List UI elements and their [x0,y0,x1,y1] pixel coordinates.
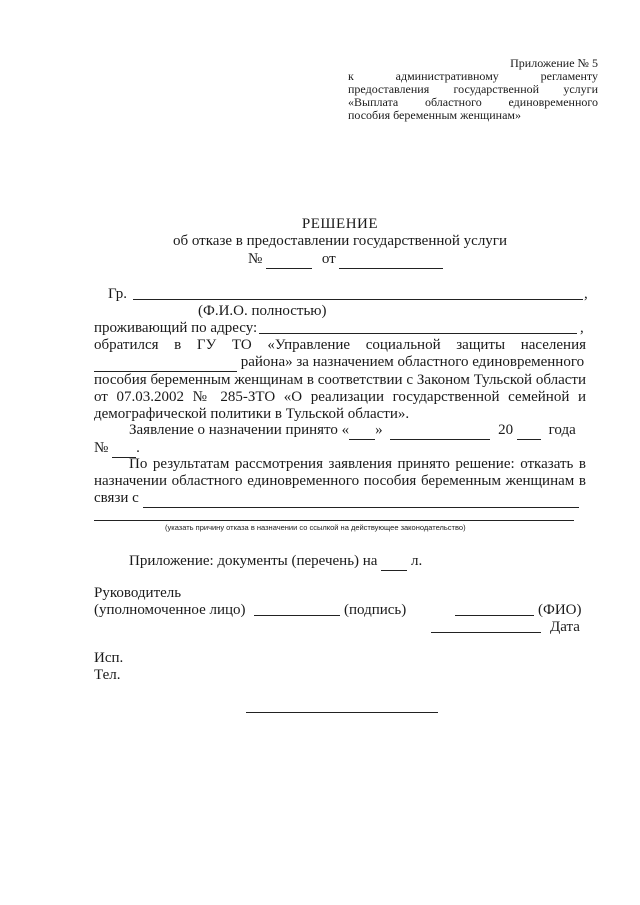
p1-line-4: от 07.03.2002 № 285-ЗТО «О реализации государственной семейной и [94,389,586,405]
p3-line-3: связи с [94,490,586,508]
p1-line-1: обратился в ГУ ТО «Управление социальной защиты населения [94,337,586,353]
appendix-line-5: пособия беременным женщинам» [348,108,521,122]
attachment-pages-field[interactable] [381,553,407,571]
decision-number-field[interactable] [266,251,312,269]
authorized-label: (уполномоченное лицо) [94,602,246,618]
address-field[interactable] [259,333,577,334]
citizen-name-field[interactable] [133,299,583,300]
appendix-line-4: «Выплата областного единовременного [348,95,598,109]
paragraph-decision [94,456,586,508]
p2-line-2: № . [94,440,140,456]
p1-line-5: демографической политики в Тульской области». [94,406,410,422]
address-label: проживающий по адресу: [94,320,258,336]
p3-line-2: назначении областного единовременного пособия беременным женщинам в [94,473,586,489]
accepted-month-field[interactable] [390,422,490,440]
date-prefix: от [321,251,336,267]
district-field[interactable] [94,354,237,372]
head-label: Руководитель [94,585,182,601]
number-date-line [248,251,443,269]
document-subtitle: об отказе в предоставлении государственной услуги [172,233,507,249]
accepted-year-field[interactable] [517,422,541,440]
fio-label: (ФИО) [538,602,582,618]
p1-line-3: пособия беременным женщинам в соответствии с Законом Тульской области [94,372,586,388]
date-label: Дата [550,619,580,635]
address-comma: , [580,320,584,336]
p3-line-1: По результатам рассмотрения заявления принято решение: отказать в [129,456,586,472]
refusal-reason-field[interactable] [143,490,579,508]
signature-field[interactable] [254,615,340,616]
attachment-line: Приложение: документы (перечень) на л. [129,553,423,569]
sign-label: (подпись) [344,602,407,618]
number-prefix: № [248,251,263,267]
decision-date-field[interactable] [339,251,443,269]
appendix-line-3: предоставления государственной услуги [348,82,598,96]
p2-line-1: Заявление о назначении принято « » 20 года [129,422,576,438]
head-fio-field[interactable] [455,615,534,616]
p1-line-2: района» за назначением областного единовременного [94,354,586,372]
gr-label: Гр. [108,286,127,302]
reason-hint: (указать причину отказа в назначении со ссылкой на действующее законодательство) [165,523,466,532]
gr-comma: , [584,286,588,302]
refusal-reason-field-2[interactable] [94,520,574,521]
date-field[interactable] [431,632,541,633]
phone-label: Тел. [94,667,121,683]
executor-label: Исп. [94,650,124,666]
appendix-block [348,57,598,122]
paragraph-accepted [94,422,586,458]
appendix-number: Приложение № 5 [510,56,598,70]
accepted-day-field[interactable] [349,422,375,440]
paragraph-application [94,337,586,423]
fio-hint: (Ф.И.О. полностью) [198,303,327,319]
document-title: РЕШЕНИЕ [301,216,379,232]
appendix-line-2: к административному регламенту [348,69,598,83]
footer-divider [246,712,438,713]
